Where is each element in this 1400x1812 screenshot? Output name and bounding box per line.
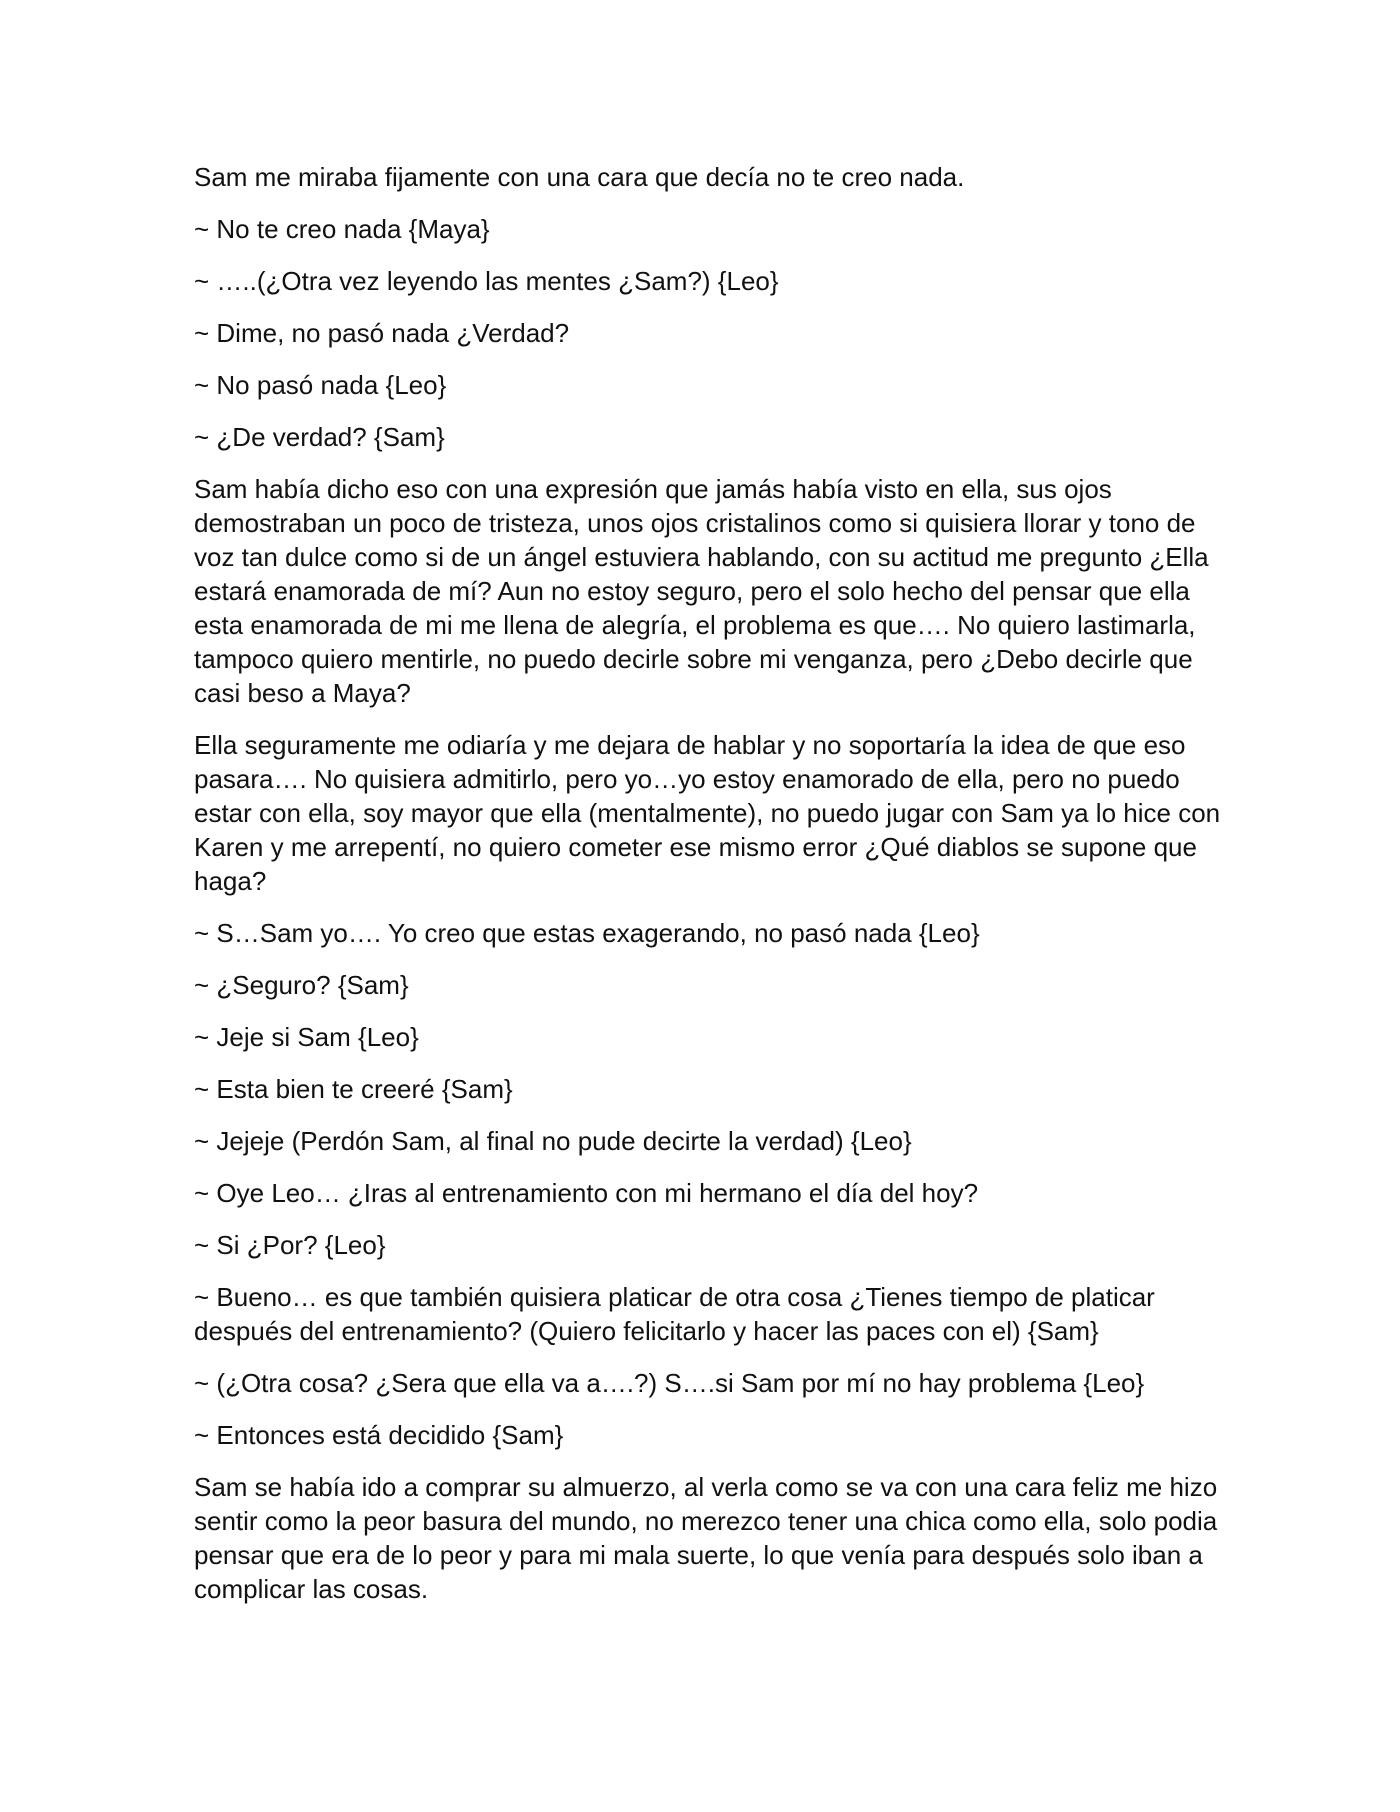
paragraph: Sam me miraba fijamente con una cara que decía no te creo nada.: [194, 162, 965, 192]
dialogue-line: ~ Dime, no pasó nada ¿Verdad?: [194, 318, 570, 348]
dialogue-line: ~ Bueno… es que también quisiera platicar de otra cosa ¿Tienes tiempo de platicar después del entrenamiento? (Quiero felicitarlo y hacer las paces con el) {Sam}: [194, 1282, 1155, 1346]
dialogue-line: ~ …..(¿Otra vez leyendo las mentes ¿Sam?) {Leo}: [194, 266, 779, 296]
dialogue-line: ~ (¿Otra cosa? ¿Sera que ella va a….?) S….si Sam por mí no hay problema {Leo}: [194, 1368, 1145, 1398]
dialogue-line: ~ ¿De verdad? {Sam}: [194, 422, 445, 452]
document-body: [194, 160, 1224, 1624]
dialogue-line: ~ Oye Leo… ¿Iras al entrenamiento con mi hermano el día del hoy?: [194, 1178, 979, 1208]
dialogue-line: ~ No pasó nada {Leo}: [194, 370, 447, 400]
dialogue-line: ~ Jejeje (Perdón Sam, al final no pude decirte la verdad) {Leo}: [194, 1126, 912, 1156]
dialogue-line: ~ Entonces está decidido {Sam}: [194, 1420, 564, 1450]
dialogue-line: ~ No te creo nada {Maya}: [194, 214, 490, 244]
dialogue-line: ~ S…Sam yo…. Yo creo que estas exagerando, no pasó nada {Leo}: [194, 918, 980, 948]
paragraph: Ella seguramente me odiaría y me dejara de hablar y no soportaría la idea de que eso pasara…. No quisiera admitirlo, pero yo…yo estoy enamorado de ella, pero no puedo estar con ella, soy mayor que ella (mentalmente), no puedo jugar con Sam ya lo hice con Karen y me arrepentí, no quiero cometer ese mismo error ¿Qué diablos se supone que haga?: [194, 730, 1221, 896]
paragraph: Sam había dicho eso con una expresión que jamás había visto en ella, sus ojos demostraban un poco de tristeza, unos ojos cristalinos como si quisiera llorar y tono de voz tan dulce como si de un ángel estuviera hablando, con su actitud me pregunto ¿Ella estará enamorada de mí? Aun no estoy seguro, pero el solo hecho del pensar que ella esta enamorada de mi me llena de alegría, el problema es que…. No quiero lastimarla, tampoco quiero mentirle, no puedo decirle sobre mi venganza, pero ¿Debo decirle que casi beso a Maya?: [194, 474, 1209, 708]
dialogue-line: ~ Esta bien te creeré {Sam}: [194, 1074, 513, 1104]
dialogue-line: ~ ¿Seguro? {Sam}: [194, 970, 409, 1000]
dialogue-line: ~ Si ¿Por? {Leo}: [194, 1230, 386, 1260]
dialogue-line: ~ Jeje si Sam {Leo}: [194, 1022, 419, 1052]
paragraph: Sam se había ido a comprar su almuerzo, al verla como se va con una cara feliz me hizo sentir como la peor basura del mundo, no merezco tener una chica como ella, solo podia pensar que era de lo peor y para mi mala suerte, lo que venía para después solo iban a complicar las cosas.: [194, 1472, 1218, 1604]
